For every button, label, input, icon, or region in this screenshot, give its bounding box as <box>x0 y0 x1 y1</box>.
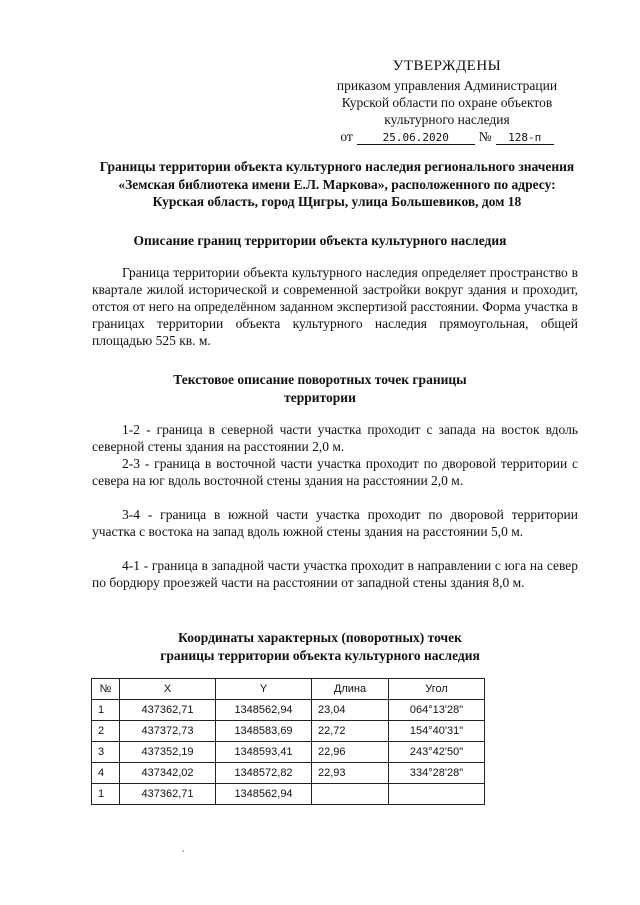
table-header-row <box>92 679 485 700</box>
header-number: № <box>92 679 120 700</box>
coordinates-heading-line-1: Координаты характерных (поворотных) точек <box>178 630 462 645</box>
approval-number: 128-п <box>496 132 554 145</box>
cell-number: 1 <box>92 700 120 721</box>
cell-number: 4 <box>92 763 120 784</box>
approval-line-1: приказом управления Администрации <box>336 78 558 93</box>
cell-angle: 334°28'28" <box>389 763 485 784</box>
cell-y: 1348583,69 <box>216 721 312 742</box>
cell-angle: 154°40'31" <box>389 721 485 742</box>
number-label: № <box>478 129 492 144</box>
cell-length <box>312 784 389 805</box>
header-angle: Угол <box>389 679 485 700</box>
cell-x: 437342,02 <box>120 763 216 784</box>
header-x: X <box>120 679 216 700</box>
cell-x: 437352,19 <box>120 742 216 763</box>
approval-line-3: культурного наследия <box>384 112 510 127</box>
approval-line-2: Курской области по охране объектов <box>341 95 553 110</box>
points-heading-line-2: территории <box>284 389 356 405</box>
coordinates-table <box>91 678 485 805</box>
header-length: Длина <box>312 679 389 700</box>
approval-date: 25.06.2020 <box>357 132 475 145</box>
coordinates-heading <box>62 629 578 664</box>
table-row <box>92 763 485 784</box>
approval-date-number <box>318 128 576 145</box>
cell-y: 1348593,41 <box>216 742 312 763</box>
cell-length: 22,96 <box>312 742 389 763</box>
cell-x: 437372,73 <box>120 721 216 742</box>
table-row <box>92 784 485 805</box>
point-segment-4-1: 4-1 - граница в западной части участка проходит в направлении с юга на север по бордюру проезжей части на расстоянии от западной стены здания 8,0 м. <box>92 558 578 590</box>
document-title: Границы территории объекта культурного наследия регионального значения «Земская библиотека имени Е.Л. Маркова», расположенного по адресу: Курская область, город Щигры, улица Большевиков, дом 18 <box>99 159 575 209</box>
from-label: от <box>340 129 353 144</box>
cell-y: 1348572,82 <box>216 763 312 784</box>
approval-block <box>318 58 576 145</box>
cell-number: 2 <box>92 721 120 742</box>
cell-x: 437362,71 <box>120 700 216 721</box>
cell-angle <box>389 784 485 805</box>
cell-length: 23,04 <box>312 700 389 721</box>
header-y: Y <box>216 679 312 700</box>
cell-angle: 243°42'50" <box>389 742 485 763</box>
table-row <box>92 700 485 721</box>
table-row <box>92 721 485 742</box>
cell-number: 3 <box>92 742 120 763</box>
table-row <box>92 742 485 763</box>
point-segment-1-2: 1-2 - граница в северной части участка проходит с запада на восток вдоль северной стены здания на расстоянии 2,0 м. <box>92 422 578 454</box>
description-heading: Описание границ территории объекта культурного наследия <box>133 233 507 248</box>
cell-y: 1348562,94 <box>216 700 312 721</box>
cell-angle: 064°13'28" <box>389 700 485 721</box>
cell-y: 1348562,94 <box>216 784 312 805</box>
cell-length: 22,93 <box>312 763 389 784</box>
points-heading-line-1: Текстовое описание поворотных точек границы <box>173 372 467 387</box>
cell-number: 1 <box>92 784 120 805</box>
approval-heading: УТВЕРЖДЕНЫ <box>392 58 502 74</box>
coordinates-heading-line-2: границы территории объекта культурного наследия <box>160 647 480 663</box>
description-text: Граница территории объекта культурного наследия определяет пространство в квартале жилой исторической и современной застройки вокруг здания и проходит, отстоя от него на определённом заданном экспертизой расстоянии. Форма участка в границах территории объекта культурного наследия прямоугольная, общей площадью 525 кв. м. <box>92 265 578 348</box>
scan-speck <box>182 850 184 852</box>
cell-x: 437362,71 <box>120 784 216 805</box>
cell-length: 22,72 <box>312 721 389 742</box>
points-heading <box>62 371 578 406</box>
point-segment-2-3: 2-3 - граница в восточной части участка проходит по дворовой территории с севера на юг вдоль восточной стены здания на расстоянии 2,0 м. <box>92 456 578 488</box>
point-segment-3-4: 3-4 - граница в южной части участка проходит по дворовой территории участка с востока на запад вдоль южной стены здания на расстоянии 5,0 м. <box>92 507 578 539</box>
